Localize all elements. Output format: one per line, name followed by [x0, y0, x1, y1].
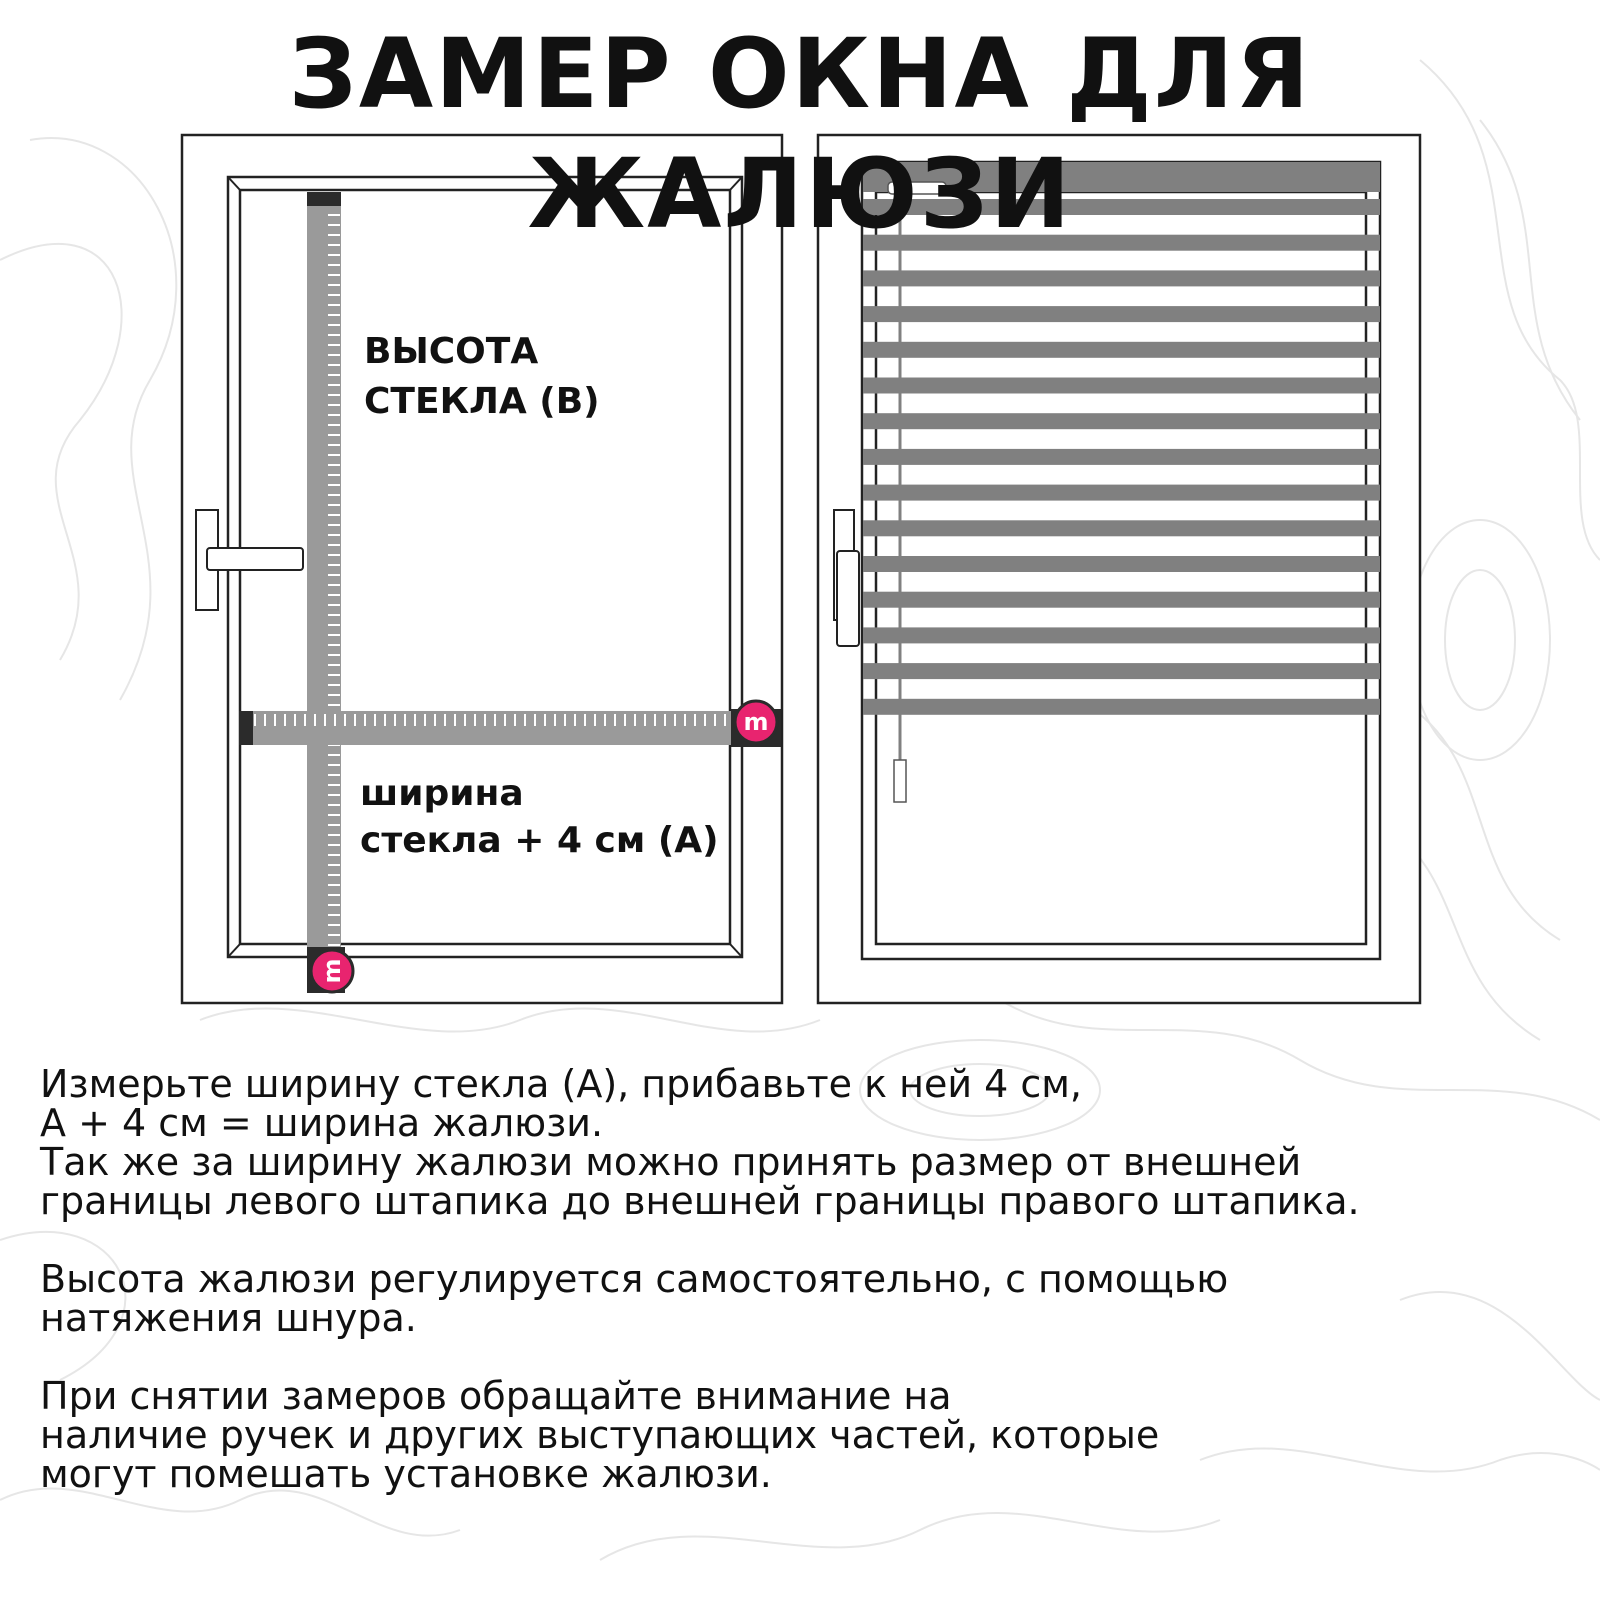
instruction-paragraph-width	[40, 1062, 1560, 1223]
blind-slat-icon	[863, 627, 1380, 643]
instruction-line: Измерьте ширину стекла (А), прибавьте к ней 4 см,	[40, 1062, 1082, 1106]
blind-slat-icon	[863, 449, 1380, 465]
blind-slat-icon	[863, 342, 1380, 358]
instruction-line: натяжения шнура.	[40, 1296, 417, 1340]
height-label-line2: СТЕКЛА (В)	[364, 381, 600, 422]
instruction-line: наличие ручек и других выступающих частей, которые	[40, 1413, 1160, 1457]
blind-slats	[863, 199, 1380, 715]
width-label-line1: ширина	[360, 773, 524, 814]
instruction-line: При снятии замеров обращайте внимание на	[40, 1374, 952, 1418]
instruction-line: А + 4 см = ширина жалюзи.	[40, 1101, 604, 1145]
blind-slat-icon	[863, 378, 1380, 394]
instruction-line: могут помешать установке жалюзи.	[40, 1452, 772, 1496]
left-window	[182, 135, 782, 1003]
instructions-text	[40, 1062, 1560, 1533]
blind-slat-icon	[863, 699, 1380, 715]
instruction-paragraph-height	[40, 1257, 1560, 1340]
blind-slat-icon	[863, 485, 1380, 501]
blind-slat-icon	[863, 270, 1380, 286]
blind-slat-icon	[863, 592, 1380, 608]
instruction-paragraph-obstacles	[40, 1374, 1560, 1496]
height-label-line1: ВЫСОТА	[364, 331, 539, 372]
blind-slat-icon	[863, 413, 1380, 429]
blind-slat-icon	[863, 520, 1380, 536]
blind-cord-weight	[894, 760, 906, 802]
instruction-line: Высота жалюзи регулируется самостоятельно, с помощью	[40, 1257, 1229, 1301]
tape-logo-letter-bottom: m	[318, 958, 346, 984]
instruction-line: границы левого штапика до внешней границы правого штапика.	[40, 1179, 1360, 1223]
blind-slat-icon	[863, 663, 1380, 679]
blind-slat-icon	[863, 556, 1380, 572]
width-label-line2: стекла + 4 см (А)	[360, 820, 719, 861]
page-title: ЗАМЕР ОКНА ДЛЯ ЖАЛЮЗИ	[288, 18, 1312, 250]
instruction-line: Так же за ширину жалюзи можно принять размер от внешней	[40, 1140, 1302, 1184]
horizontal-tape-end-cap	[239, 711, 253, 745]
right-window	[818, 135, 1420, 1003]
tape-logo-letter-right: m	[743, 708, 769, 736]
blind-slat-icon	[863, 306, 1380, 322]
